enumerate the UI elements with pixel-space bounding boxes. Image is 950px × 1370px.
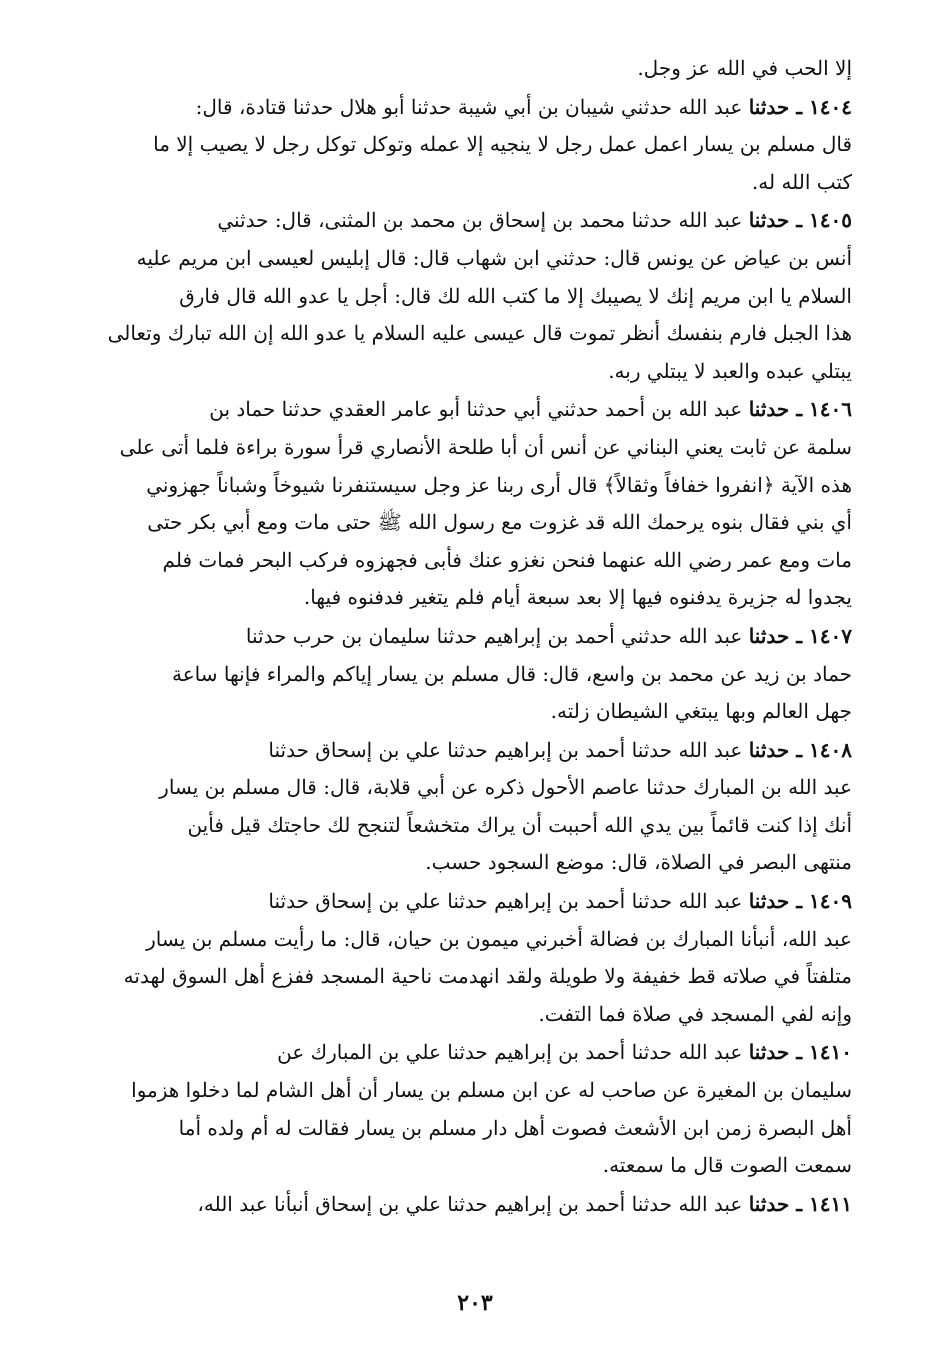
- hadith-paragraph: [100, 391, 852, 617]
- line-text: سليمان بن المغيرة عن صاحب له عن ابن مسلم بن يسار أن أهل الشام لما دخلوا هزموا: [131, 1078, 852, 1103]
- text-line: [100, 126, 852, 164]
- line-text: أي بني فقال بنوه يرحمك الله قد غزوت مع رسول الله ﷺ حتى مات ومع أبي بكر حتى: [147, 510, 852, 535]
- text-line: [100, 1110, 852, 1148]
- line-text: عبد الله حدثنا أحمد بن إبراهيم حدثنا علي بن إسحاق أنبأنا عبد الله،: [197, 1191, 749, 1216]
- text-line: [100, 89, 852, 127]
- hadith-paragraph: [100, 618, 852, 731]
- hadith-paragraph: [100, 50, 852, 88]
- line-text: مات ومع عمر رضي الله عنهما فنحن نغزو عنك فأبى فجهزوه فركب البحر فمات فلم: [162, 547, 852, 572]
- text-line: [100, 996, 852, 1034]
- text-line: [100, 1147, 852, 1185]
- hadith-paragraph: [100, 883, 852, 1033]
- text-line: [100, 693, 852, 731]
- hadith-number-lead: ١٤٠٨ ـ حدثنا: [748, 737, 852, 762]
- hadith-number-lead: ١٤٠٧ ـ حدثنا: [748, 623, 852, 648]
- line-text: وإنه لفي المسجد في صلاة فما التفت.: [538, 1001, 852, 1026]
- text-line: [100, 504, 852, 542]
- text-line: [100, 958, 852, 996]
- text-line: [100, 164, 852, 202]
- hadith-number-lead: ١٤٠٤ ـ حدثنا: [748, 94, 852, 119]
- text-line: [100, 732, 852, 770]
- line-text: يبتلي عبده والعبد لا يبتلي ربه.: [608, 358, 852, 383]
- text-line: [100, 618, 852, 656]
- text-line: [100, 240, 852, 278]
- line-text: السلام يا ابن مريم إنك لا يصيبك إلا ما كتب الله لك قال: أجل يا عدو الله قال فارق: [179, 283, 852, 308]
- page-body-text: [100, 50, 852, 1223]
- text-line: [100, 1186, 852, 1224]
- text-line: [100, 579, 852, 617]
- line-text: سلمة عن ثابت يعني البناني عن أنس أن أبا طلحة الأنصاري قرأ سورة براءة فلما أتى على: [119, 434, 852, 459]
- hadith-paragraph: [100, 1034, 852, 1184]
- text-line: [100, 844, 852, 882]
- line-text: يجدوا له جزيرة يدفنوه فيها إلا بعد سبعة أيام فلم يتغير فدفنوه فيها.: [303, 585, 852, 610]
- page-number: ٢٠٣: [457, 1290, 493, 1316]
- text-line: [100, 1034, 852, 1072]
- line-text: عبد الله حدثنا محمد بن إسحاق بن محمد بن المثنى، قال: حدثني: [217, 208, 749, 233]
- hadith-number-lead: ١٤١٠ ـ حدثنا: [748, 1040, 852, 1065]
- line-text: أهل البصرة زمن ابن الأشعث فصوت أهل دار مسلم بن يسار فقالت له أم ولده أما: [178, 1115, 852, 1140]
- line-text: عبد الله حدثنا أحمد بن إبراهيم حدثنا علي بن المبارك عن: [277, 1040, 749, 1065]
- line-text: عبد الله بن أحمد حدثني أبي حدثنا أبو عامر العقدي حدثنا حماد بن: [209, 397, 749, 422]
- hadith-number-lead: ١٤٠٥ ـ حدثنا: [748, 208, 852, 233]
- text-line: [100, 883, 852, 921]
- text-line: [100, 1072, 852, 1110]
- hadith-number-lead: ١٤٠٦ ـ حدثنا: [748, 397, 852, 422]
- text-line: [100, 807, 852, 845]
- line-text: قال مسلم بن يسار اعمل عمل رجل لا ينجيه إلا عمله وتوكل توكل رجل لا يصيب إلا ما: [153, 132, 852, 157]
- line-text: هذه الآية ﴿انفروا خفافاً وثقالاً﴾ قال أرى ربنا عز وجل سيستنفرنا شيوخاً وشباناً جهزوني: [146, 472, 852, 497]
- hadith-paragraph: [100, 202, 852, 390]
- line-text: متلفتاً في صلاته قط خفيفة ولا طويلة ولقد انهدمت ناحية المسجد ففزع أهل السوق لهدته: [123, 964, 852, 989]
- line-text: كتب الله له.: [751, 169, 852, 194]
- text-line: [100, 353, 852, 391]
- text-line: [100, 429, 852, 467]
- hadith-paragraph: [100, 732, 852, 882]
- line-text: عبد الله حدثنا أحمد بن إبراهيم حدثنا علي بن إسحاق حدثنا: [268, 737, 749, 762]
- line-text: إلا الحب في الله عز وجل.: [637, 56, 852, 80]
- line-text: جهل العالم وبها يبتغي الشيطان زلته.: [550, 699, 852, 724]
- line-text: عبد الله حدثنا أحمد بن إبراهيم حدثنا علي بن إسحاق حدثنا: [268, 889, 749, 914]
- text-line: [100, 769, 852, 807]
- text-line: [100, 921, 852, 959]
- text-line: [100, 656, 852, 694]
- hadith-number-lead: ١٤١١ ـ حدثنا: [748, 1191, 852, 1216]
- line-text: أنك إذا كنت قائماً بين يدي الله أحببت أن يراك متخشعاً لتنجح لك حاجتك قيل فأين: [187, 812, 852, 837]
- line-text: عبد الله حدثني شيبان بن أبي شيبة حدثنا أبو هلال حدثنا قتادة، قال:: [195, 94, 749, 119]
- text-line: [100, 278, 852, 316]
- line-text: عبد الله حدثني أحمد بن إبراهيم حدثنا سليمان بن حرب حدثنا: [245, 623, 749, 648]
- line-text: هذا الجبل فارم بنفسك أنظر تموت قال عيسى عليه السلام يا عدو الله إن الله تبارك وتعالى: [107, 321, 852, 346]
- line-text: عبد الله، أنبأنا المبارك بن فضالة أخبرني ميمون بن حيان، قال: ما رأيت مسلم بن يسار: [146, 926, 852, 951]
- hadith-number-lead: ١٤٠٩ ـ حدثنا: [748, 889, 852, 914]
- hadith-paragraph: [100, 1186, 852, 1224]
- text-line: [100, 315, 852, 353]
- line-text: أنس بن عياض عن يونس قال: حدثني ابن شهاب قال: قال إبليس لعيسى ابن مريم عليه: [136, 245, 852, 270]
- line-text: عبد الله بن المبارك حدثنا عاصم الأحول ذكره عن أبي قلابة، قال: قال مسلم بن يسار: [159, 775, 852, 800]
- text-line: [100, 50, 852, 88]
- line-text: سمعت الصوت قال ما سمعته.: [602, 1153, 852, 1178]
- line-text: منتهى البصر في الصلاة، قال: موضع السجود حسب.: [425, 850, 852, 875]
- text-line: [100, 202, 852, 240]
- line-text: حماد بن زيد عن محمد بن واسع، قال: قال مسلم بن يسار إياكم والمراء فإنها ساعة: [171, 661, 852, 686]
- text-line: [100, 467, 852, 505]
- hadith-paragraph: [100, 89, 852, 202]
- text-line: [100, 391, 852, 429]
- text-line: [100, 542, 852, 580]
